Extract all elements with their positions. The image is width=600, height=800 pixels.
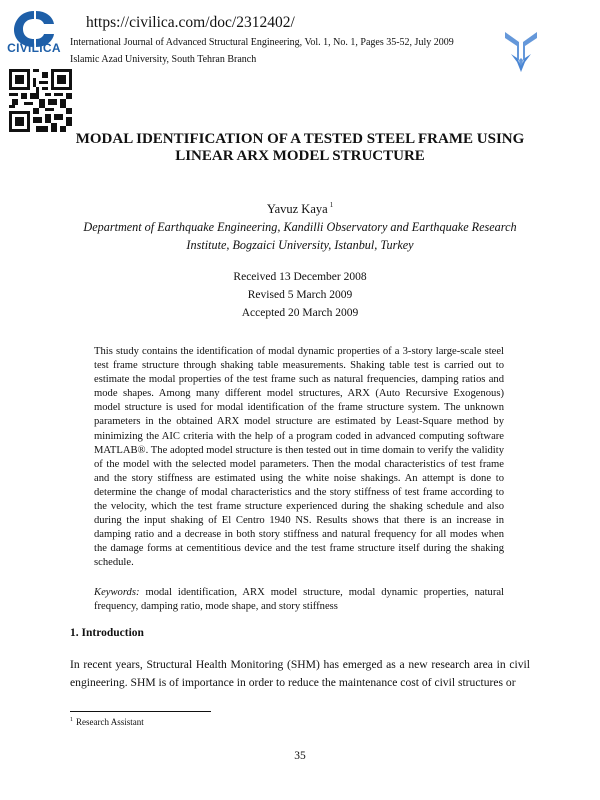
- affiliation-line-2: Institute, Bogzaici University, Istanbul, Turkey: [186, 238, 414, 252]
- page-number: 35: [294, 750, 306, 762]
- keywords: [94, 586, 504, 614]
- footnote-text: Research Assistant: [76, 717, 144, 727]
- introduction-text: In recent years, Structural Health Monitoring (SHM) has emerged as a new research area in civil engineering. SHM is of importance in order to reduce the maintenance cost of civil structures or: [70, 658, 530, 689]
- university-emblem-icon: [503, 30, 539, 74]
- journal-citation: International Journal of Advanced Structural Engineering, Vol. 1, No. 1, Pages 35-52, July 2009: [70, 37, 454, 48]
- publication-dates: [0, 268, 600, 322]
- footnote-divider: [70, 711, 211, 712]
- affiliation-line-1: Department of Earthquake Engineering, Kandilli Observatory and Earthquake Research: [83, 220, 517, 234]
- civilica-logo-text: CIVILICA: [7, 41, 61, 55]
- abstract-text: This study contains the identification of modal dynamic properties of a 3-story large-scale steel test frame structure through shaking table measurements. Shaking table test is carried out to estimate the modal properties of the test frame such as natural frequencies, damping ratios and mode shapes. Among many different model structures, ARX (Auto Recursive Exogenous) model structure is used for modal identification of the frame structure system. The unknown parameters in the obtained ARX model structure are estimated by Least-Square method by minimizing the AIC criteria with the help of a program coded in advanced computing software MATLAB®. The adopted model structure is then tested out in time domain to verify the validity of the model with the selected model parameters. Then the modal characteristics of test frame and the story stiffness are estimated using the white noise shakings. An attempt is done to determine the change of modal characteristics and the story stiffness of test frame according to the velocity, which the test frame structure experienced during the shaking schedule and also during the input shaking of El Centro 1940 NS. Results shows that there is an increase in damping ratio and a decrease in both story stiffness and natural frequency for all modes when the damage forms at cementitious device and the test frame structure itself during the shaking schedule.: [94, 346, 504, 569]
- author-name-text: Yavuz Kaya: [266, 202, 328, 216]
- keywords-list: modal identification, ARX model structure, modal dynamic properties, natural frequency, damping ratio, mode shape, and story stiffness: [94, 587, 504, 613]
- footnote: [70, 717, 144, 727]
- footnote-mark: 1: [70, 717, 73, 723]
- paper-title-line-2: LINEAR ARX MODEL STRUCTURE: [175, 148, 425, 164]
- section-heading-introduction: 1. Introduction: [70, 627, 144, 639]
- qr-code-icon[interactable]: [9, 69, 72, 132]
- document-url-link[interactable]: https://civilica.com/doc/2312402/: [86, 14, 295, 31]
- author-footnote-mark: 1: [329, 201, 334, 209]
- received-date: Received 13 December 2008: [233, 271, 367, 283]
- keywords-label: Keywords:: [94, 587, 140, 598]
- paper-title-line-1: MODAL IDENTIFICATION OF A TESTED STEEL FRAME USING: [75, 131, 525, 147]
- revised-date: Revised 5 March 2009: [247, 289, 353, 301]
- accepted-date: Accepted 20 March 2009: [241, 307, 359, 319]
- author-affiliation: [60, 218, 540, 254]
- author-name: [0, 201, 600, 217]
- university-branch: Islamic Azad University, South Tehran Branch: [70, 54, 257, 65]
- paper-title: [60, 131, 540, 165]
